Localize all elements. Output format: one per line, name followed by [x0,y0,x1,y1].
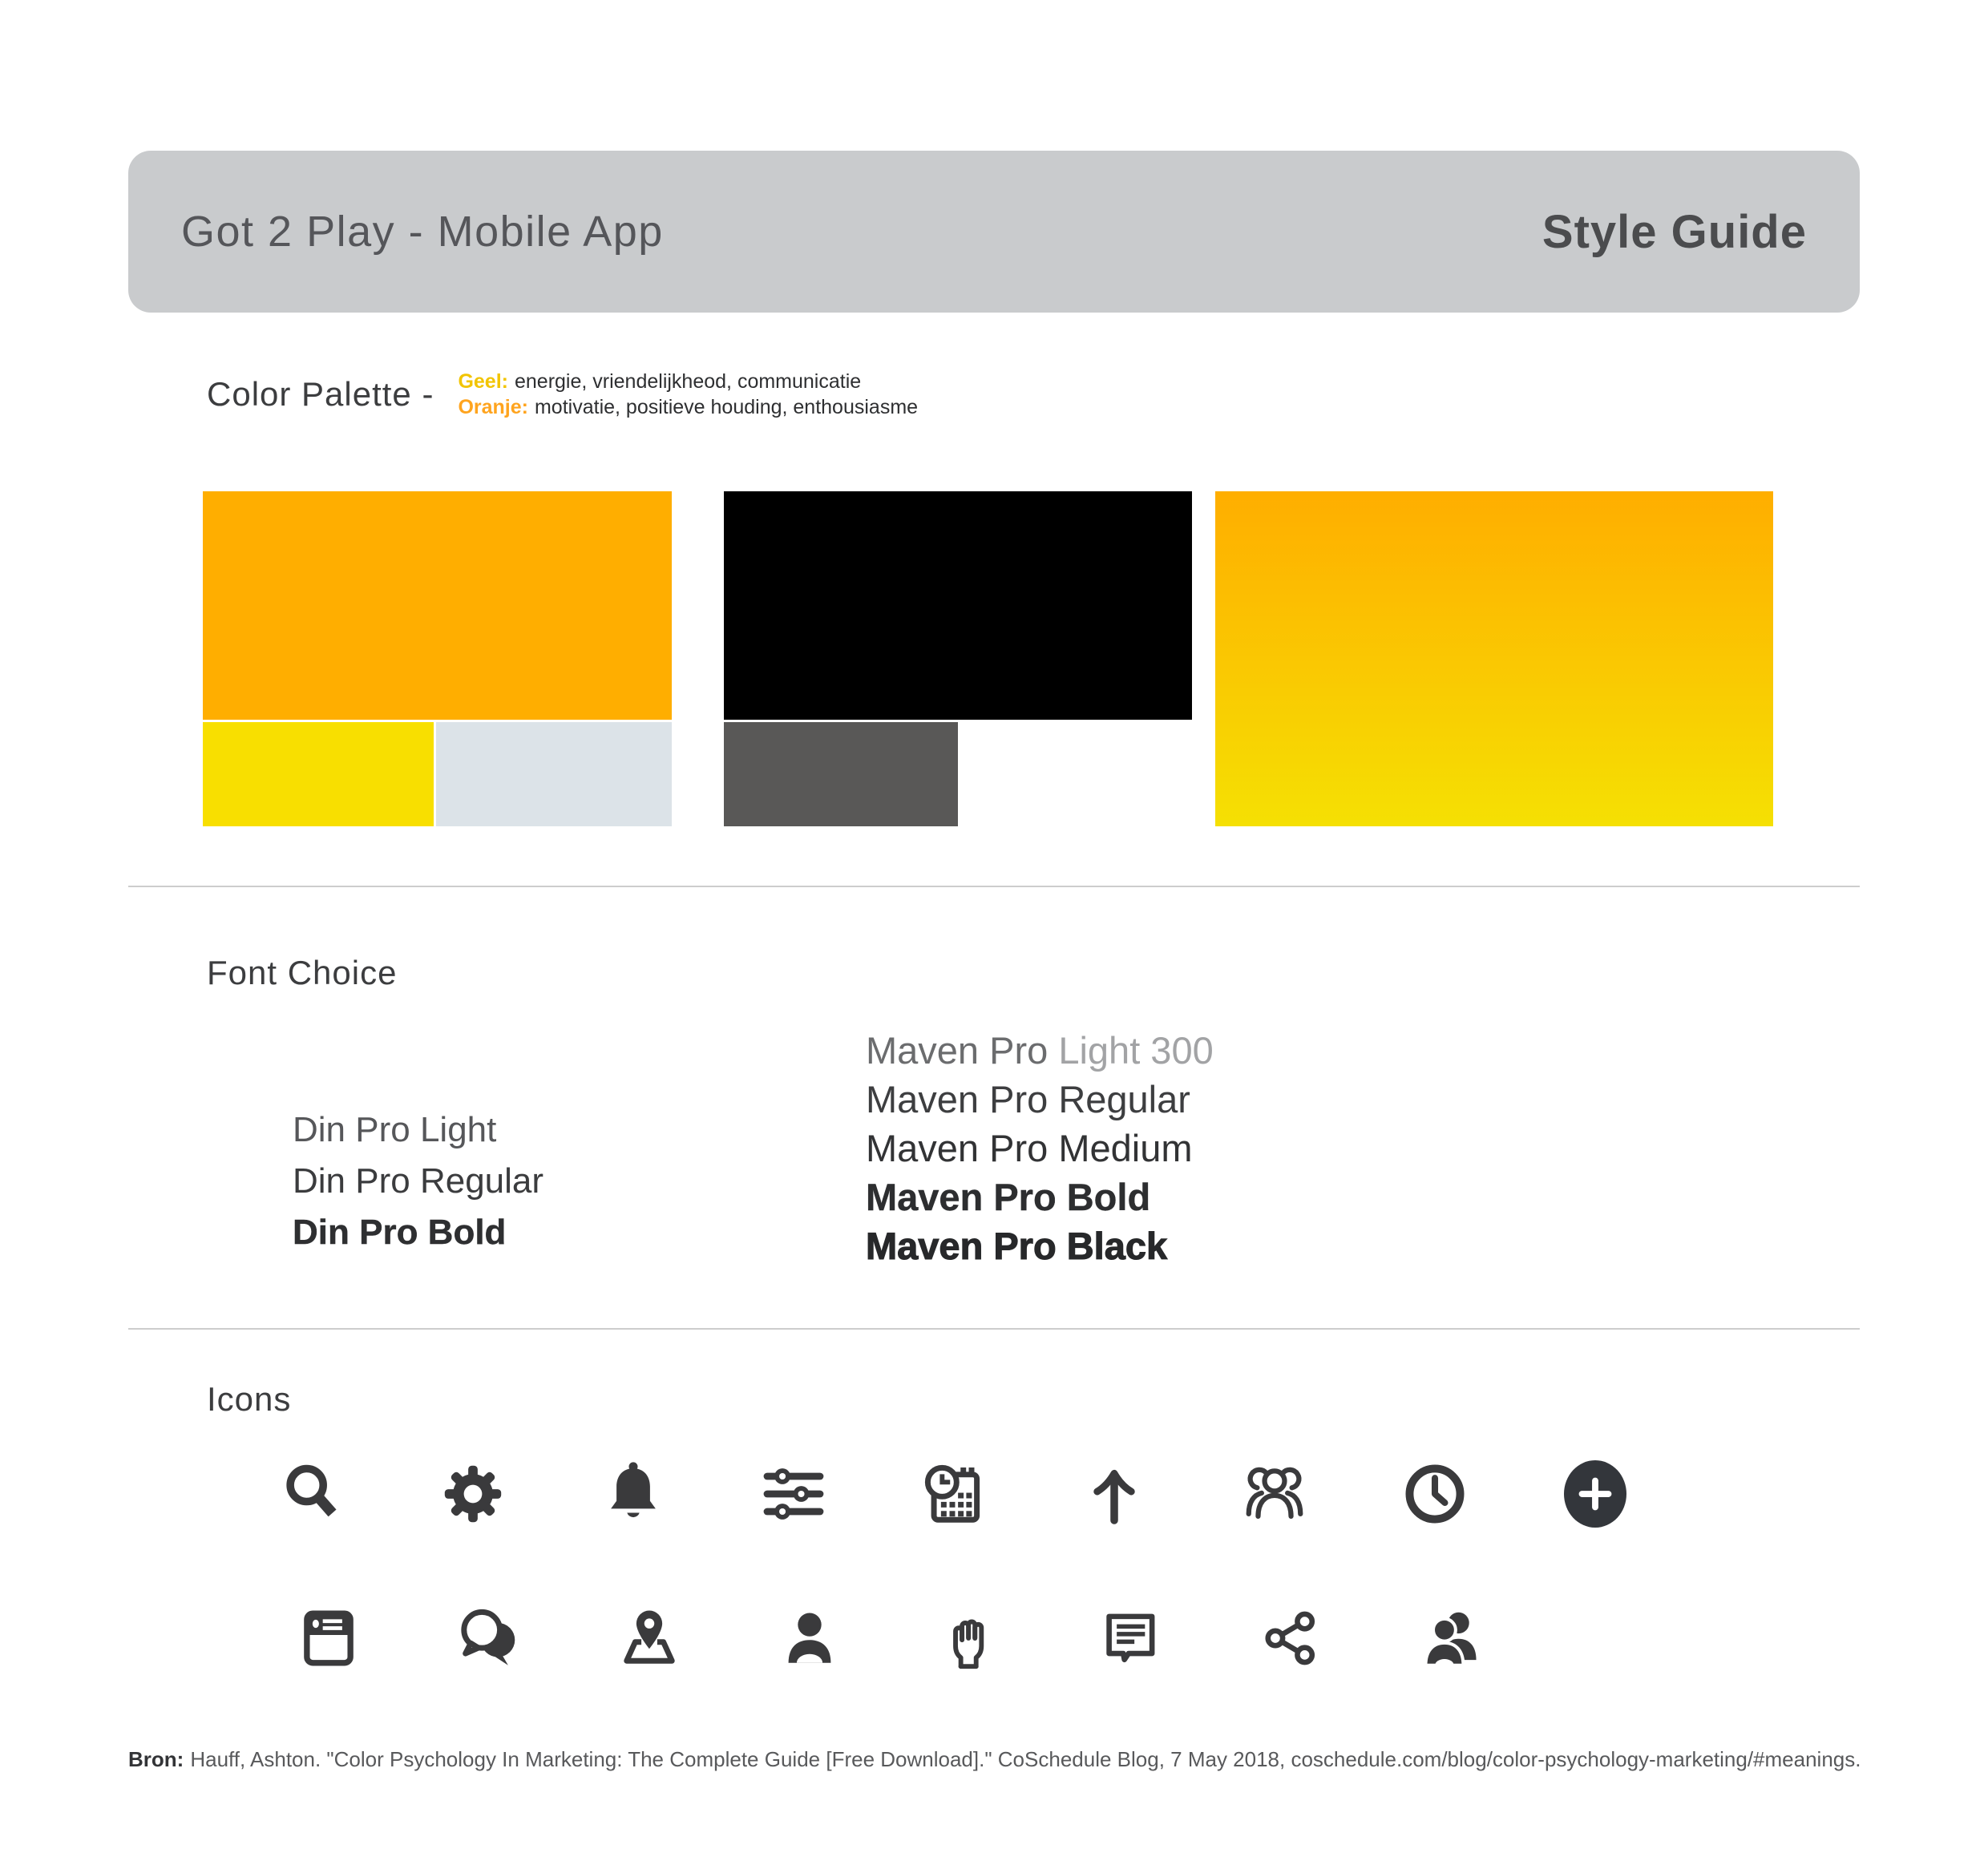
settings-gear-icon [393,1452,553,1536]
section-divider [128,1328,1860,1330]
contact-card-icon [248,1597,409,1680]
font-sample-maven-medium: Maven Pro Medium [866,1127,1193,1169]
font-sample-maven-light: Maven Pro Light 300 [866,1029,1214,1072]
arrow-up-icon [1034,1452,1194,1536]
geel-label: Geel: [458,370,508,393]
swatch-dark-gray [724,722,958,826]
swatch-light-gray [436,722,672,826]
color-palette-title: Color Palette - [207,375,434,413]
note-oranje [458,394,918,420]
icons-title: Icons [207,1380,292,1418]
map-location-pin-icon [569,1597,729,1680]
raised-fist-icon [890,1597,1050,1680]
font-sample-din-bold: Din Pro Bold [293,1213,507,1252]
section-divider [128,886,1860,887]
users-group-filled-icon [1371,1597,1531,1680]
font-choice-title: Font Choice [207,954,398,991]
color-psychology-notes [458,369,918,420]
oranje-label: Oranje: [458,396,528,418]
color-palette-header [207,369,918,420]
swatch-black [724,491,1192,720]
page-title: Got 2 Play - Mobile App [181,208,664,256]
swatch-gradient [1215,491,1773,826]
font-sample-din-light: Din Pro Light [293,1110,497,1149]
font-sample-maven-black: Maven Pro Black [866,1225,1168,1267]
swatch-orange [203,491,672,720]
comment-box-icon [1050,1597,1210,1680]
source-text: Hauff, Ashton. "Color Psychology In Marketing: The Complete Guide [Free Download]." CoSchedule Blog, 7 May 2018, coschedule.com/blog/color-psychology-marketing/#meanings. [190,1747,1861,1771]
share-network-icon [1210,1597,1371,1680]
source-label: Bron: [128,1747,184,1771]
geel-text: energie, vriendelijkheod, communicatie [514,370,862,393]
icon-row-2 [248,1597,1531,1680]
style-guide-label: Style Guide [1542,205,1807,258]
filter-sliders-icon [713,1452,874,1536]
chat-bubbles-icon [409,1597,569,1680]
font-sample-maven-bold: Maven Pro Bold [866,1176,1151,1218]
font-sample-din-regular: Din Pro Regular [293,1161,544,1201]
search-icon [232,1452,393,1536]
icon-row-1 [232,1452,1675,1536]
schedule-calendar-clock-icon [874,1452,1034,1536]
header-bar [128,151,1860,313]
user-profile-icon [729,1597,890,1680]
swatch-yellow [203,722,434,826]
oranje-text: motivatie, positieve houding, enthousiasme [534,396,919,418]
clock-icon [1355,1452,1515,1536]
add-plus-icon [1515,1452,1675,1536]
source-citation [128,1747,1908,1772]
din-pro-samples [293,1104,543,1258]
note-geel [458,369,918,394]
maven-pro-samples [866,1026,1214,1270]
notification-bell-icon [553,1452,713,1536]
users-group-outline-icon [1194,1452,1355,1536]
font-sample-maven-regular: Maven Pro Regular [866,1078,1190,1120]
